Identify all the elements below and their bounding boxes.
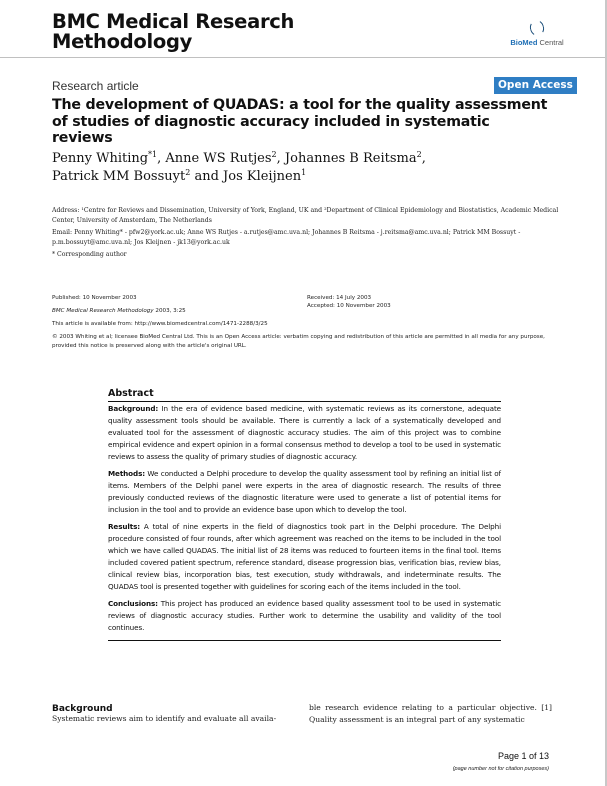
abstract-results xyxy=(108,521,501,593)
abstract-results-text: A total of nine experts in the field of diagnostics took part in the Delphi procedure. The Delphi procedure consisted of four rounds, after which agreement was reached on the items to be included in the tool which we have called QUADAS. The initial list of 28 items was reduced to fourteen items in the final tool. Items included covered patient spectrum, reference standard, disease progression bias, verification bias, review bias, clinical review bias, incorporation bias, test execution, study withdrawals, and indeterminate results. The QUADAS tool is presented together with guidelines for scoring each of the items included in the tool. xyxy=(108,522,501,591)
abstract-background-text: In the era of evidence based medicine, with systematic reviews as its cornerstone, adequate quality assessment tools should be available. There is currently a lack of a systematically developed and evaluated tool for the assessment of diagnostic accuracy studies. The aim of this project was to combine empirical evidence and expert opinion in a formal consensus method to develop a tool to be used in systematic reviews to assess the quality of primary studies of diagnostic accuracy. xyxy=(108,404,501,461)
copyright-notice: © 2003 Whiting et al; licensee BioMed Central Ltd. This is an Open Access article: verbatim copying and redistribution of this article are permitted in all media for any purpose, provided this notice is preserved along with the article's original URL. xyxy=(52,334,545,349)
abstract-box xyxy=(108,388,501,641)
abstract-background xyxy=(108,403,501,463)
body-column-right: ble research evidence relating to a particular objective. [1] Quality assessment is an integral part of any systematic xyxy=(309,703,552,724)
article-type: Research article xyxy=(52,79,139,93)
author-list xyxy=(52,150,552,186)
journal-title xyxy=(52,12,294,52)
corresponding-author-note: * Corresponding author xyxy=(52,251,127,258)
journal-title-line2: Methodology xyxy=(52,30,193,53)
author-name: Patrick MM Bossuyt xyxy=(52,169,186,184)
author-affiliation-mark: 1 xyxy=(301,168,307,177)
page-number: Page 1 of 13 xyxy=(497,751,549,761)
affiliation-address: Address: ¹Centre for Reviews and Dissemination, University of York, England, UK and ²Department of Clinical Epidemiology and Biostatistics, Academic Medical Center, University of Amsterdam, The Netherlands xyxy=(52,207,559,224)
abstract-divider xyxy=(108,640,501,641)
abstract-background-label: Background: xyxy=(108,404,159,413)
abstract-conclusions xyxy=(108,598,501,634)
abstract-results-label: Results: xyxy=(108,522,141,531)
header-divider xyxy=(0,57,605,58)
author-separator: and xyxy=(190,169,224,184)
biomed-circle-icon xyxy=(528,18,546,37)
section-heading-background: Background xyxy=(52,704,113,714)
biomed-central-logo xyxy=(502,20,572,47)
received-date: Received: 14 July 2003 xyxy=(307,295,372,301)
accepted-date: Accepted: 10 November 2003 xyxy=(307,303,391,309)
abstract-heading: Abstract xyxy=(108,388,501,402)
journal-title-line1: BMC Medical Research xyxy=(52,10,295,33)
article-title: The development of QUADAS: a tool for the quality assessment of studies of diagnostic accuracy included in systematic reviews xyxy=(52,97,548,146)
author-affiliation-mark: *1 xyxy=(148,150,158,159)
abstract-methods xyxy=(108,468,501,516)
author-affiliation-mark: 2 xyxy=(185,168,191,177)
published-date: Published: 10 November 2003 xyxy=(52,295,137,301)
abstract-conclusions-text: This project has produced an evidence based quality assessment tool to be used in systematic reviews of diagnostic accuracy studies. Further work to determine the usability and validity of the tool continues. xyxy=(108,599,501,632)
author-affiliation-mark: 2 xyxy=(271,150,277,159)
author-affiliation-mark: 2 xyxy=(416,150,422,159)
author-name: Anne WS Rutjes xyxy=(165,151,272,166)
article-url[interactable]: This article is available from: http://www.biomedcentral.com/1471-2288/3/25 xyxy=(52,321,268,327)
logo-suffix: Central xyxy=(539,38,564,47)
author-emails: Email: Penny Whiting* - pfw2@york.ac.uk; Anne WS Rutjes - a.rutjes@amc.uva.nl; Johannes B Reitsma - j.reitsma@amc.uva.nl; Patrick MM Bossuyt - p.m.bossuyt@amc.uva.nl; Jos Kleijnen - jk13@york.ac.uk xyxy=(52,229,521,246)
author-name: Penny Whiting xyxy=(52,151,149,166)
citation xyxy=(52,307,186,316)
logo-text xyxy=(502,38,572,47)
author-name: Johannes B Reitsma xyxy=(284,151,417,166)
body-column-left: Systematic reviews aim to identify and evaluate all availa- xyxy=(52,714,277,723)
author-separator: , xyxy=(421,151,426,166)
abstract-methods-label: Methods: xyxy=(108,469,146,478)
author-name: Jos Kleijnen xyxy=(223,169,302,184)
page-number-note: (page number not for citation purposes) xyxy=(452,766,549,772)
author-separator: , xyxy=(157,151,166,166)
abstract-conclusions-label: Conclusions: xyxy=(108,599,158,608)
citation-volume: 2003, 3:25 xyxy=(153,308,186,314)
abstract-methods-text: We conducted a Delphi procedure to develop the quality assessment tool by refining an initial list of items. Members of the Delphi panel were experts in the area of diagnostic research. The results of three previously conducted reviews of the diagnostic literature were used to generate a list of potential items for inclusion in the tool and to provide an evidence base upon which to develop the tool. xyxy=(108,469,501,514)
citation-journal: BMC Medical Research Methodology xyxy=(52,308,154,314)
author-separator: , xyxy=(276,151,285,166)
open-access-badge: Open Access xyxy=(494,77,577,94)
logo-brand: BioMed xyxy=(510,38,538,47)
